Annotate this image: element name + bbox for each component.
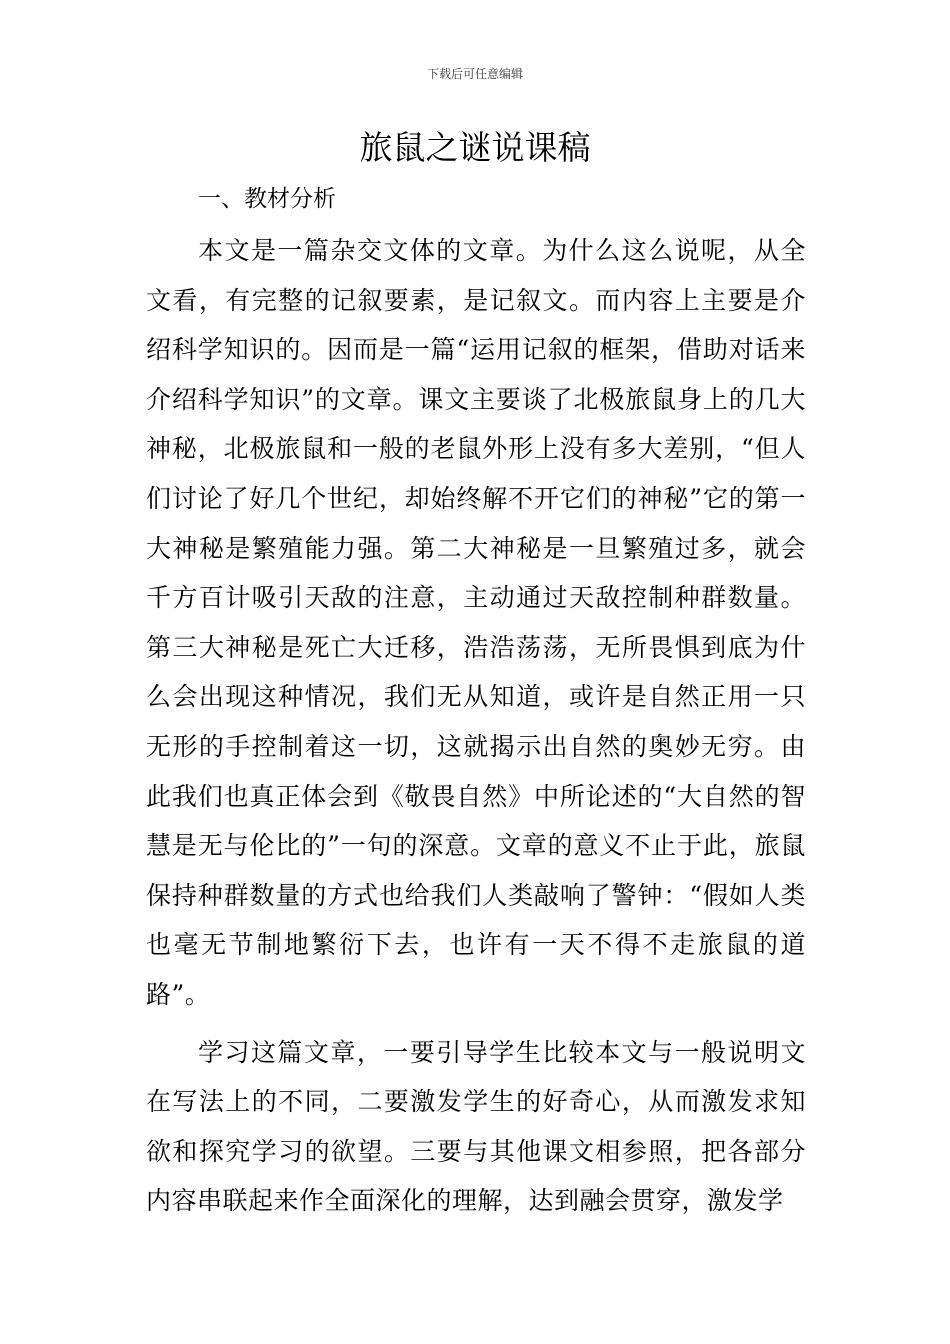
document-title: 旅鼠之谜说课稿 [359, 128, 591, 167]
paragraph: 本文是一篇杂交文体的文章。为什么这么说呢，从全文看，有完整的记叙要素，是记叙文。而内容上主要是介绍科学知识的。因而是一篇“运用记叙的框架，借助对话来介绍科学知识”的文章。课文主要谈了北极旅鼠身上的几大神秘，北极旅鼠和一般的老鼠外形上没有多大差别，“但人们讨论了好几个世纪，却始终解不开它们的神秘”它的第一大神秘是繁殖能力强。第二大神秘是一旦繁殖过多，就会千方百计吸引天敌的注意，主动通过天敌控制种群数量。第三大神秘是死亡大迁移，浩浩荡荡，无所畏惧到底为什么会出现这种情况，我们无从知道，或许是自然正用一只无形的手控制着这一切，这就揭示出自然的奥妙无穷。由此我们也真正体会到《敬畏自然》中所论述的“大自然的智慧是无与伦比的”一句的深意。文章的意义不止于此，旅鼠保持种群数量的方式也给我们人类敲响了警钟：“假如人类也毫无节制地繁衍下去，也许有一天不得不走旅鼠的道路”。 [146, 236, 806, 1009]
section-heading: 一、教材分析 [198, 186, 336, 212]
paragraph: 学习这篇文章，一要引导学生比较本文与一般说明文在写法上的不同，二要激发学生的好奇心，从而激发求知欲和探究学习的欲望。三要与其他课文相参照，把各部分内容串联起来作全面深化的理解，达到融会贯穿，激发学 [146, 1037, 806, 1216]
header-note: 下载后可任意编辑 [426, 67, 523, 81]
body-text [146, 226, 806, 1226]
